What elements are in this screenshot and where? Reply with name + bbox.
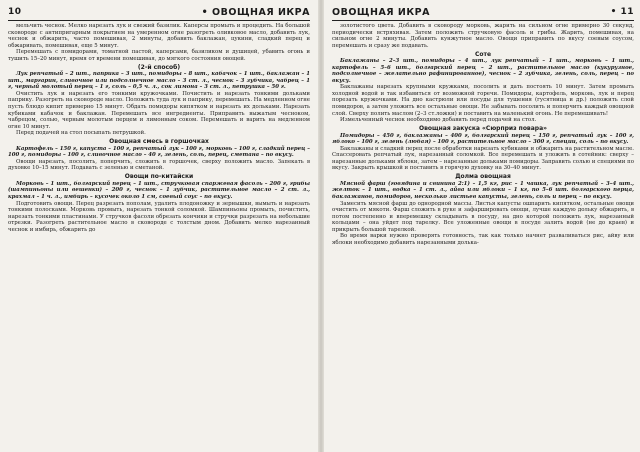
- paragraph: Баклажаны нарезать крупными кружками, посолить и дать постоять 10 минут. Затем промыть холодной водой и так избавиться от возможной горечи. Помидоры, картофель, морковь, лук и перец порезать кружочками. На дно кастрюли или посуды для тушения (гусятница и др.) положить слой помидоров, а затем уложить все остальные овощи. Не забывать посолить и поперчить каждый овощной слой. Сверху полить маслом (2–3 ст.ложки) и поставить на маленький огонь. Не перемешивать!: [332, 84, 634, 117]
- running-title: ОВОЩНАЯ ИКРА: [332, 6, 430, 18]
- left-page-text: [6, 23, 312, 233]
- paragraph: Перемешать с помидорами, томатной пастой, каперсами, базиликом и душицей, убавить огонь и тушить 15–20 минут, время от времени помешивая, до мягкого состояния овощей.: [8, 49, 310, 62]
- left-page: [6, 0, 312, 452]
- page-number: 10: [8, 7, 22, 17]
- book-spine: [318, 0, 324, 452]
- ingredients-list: Баклажаны – 2–3 шт., помидоры – 4 шт., лук репчатый – 1 шт., морковь – 1 шт., картофель – 5–6 шт., болгарский перец – 2 шт., растительное масло (кукурузное, подсолнечное – желательно рафинированное), чеснок – 2 зубчика, зелень, соль, перец – по вкусу.: [332, 58, 634, 84]
- recipe-heading: Овощная закуска «Сюрприз повара»: [418, 125, 548, 133]
- paragraph: Овощи нарезать, посолить, поперчить, сложить в горшочек, сверху положить масло. Запекать в духовке 10–15 минут. Подавать с зеленью и сметаной.: [8, 158, 310, 172]
- ingredients-list: Мясной фарш (говядина и свинина 2:1) – 1,5 кг, рис – 1 чашка, лук репчатый – 3–4 шт., желток – 1 шт., водка – 1 ст. л., айва или яблоки – 1 кг, по 5–6 шт. болгарского перца, баклажанов, помидоров, несколько листьев капусты, зелень, соль и перец – по вкусу.: [332, 180, 634, 201]
- paragraph: Замесить мясной фарш до однородной массы. Листья капусты ошпарить кипятком, остальные овощи очистить от мякоти. Фарш сложить в руке и зафаршировать овощи, лучше каждую дольку обжарить, в потом постепенно и вперемешку складывать в посуду, на дно которой положить лук, нарезанный кольцами – она уйдет под тарелку. Все уложенные овощи в посуде залить водой (не до краев) и прикрыть большой тарелкой.: [332, 200, 634, 233]
- paragraph: золотистого цвета. Добавить в сковороду морковь, жарить на сильном огне примерно 30 секунд, периодически встряхивая. Затем положить стручковую фасоль и грибы. Жарить, помешивая, на сильном огне 2 минуты. Добавить кунжутное масло. Овощи приправить по вкусу соевым соусом, перемешать и сразу же подавать.: [332, 23, 634, 49]
- left-running-head: [8, 4, 310, 21]
- paragraph: Перед подачей на стол посыпать петрушкой.: [16, 130, 146, 137]
- right-running-head: [332, 4, 634, 21]
- page-number: • 11: [610, 7, 634, 17]
- right-page-text: [330, 23, 636, 246]
- paragraph: мельчить чеснок. Мелко нарезать лук и свежий базилик. Каперсы промыть и процедить. На большой сковороде с антипригарным покрытием на умеренном огне разогреть оливковое масло, добавить лук, чеснок и обжарить, часто помешивая, 2 минуты, добавить баклажан, цукини, сладкий перец и обжаривать, помешивая, еще 5 минут.: [8, 23, 310, 49]
- ingredients-list: Помидоры – 450 г, баклажаны – 400 г, болгарский перец – 150 г, репчатый лук – 100 г, яблоко – 100 г, зелень (любая) – 100 г, растительное масло – 300 г, специи, соль – по вкусу.: [332, 132, 634, 146]
- running-title: • ОВОЩНАЯ ИКРА: [201, 6, 310, 18]
- recipe-heading: Соте: [474, 50, 492, 58]
- ingredients-list: Морковь – 1 шт., болгарский перец – 1 шт., стручковая спаржевая фасоль – 200 г, грибы (шампиньоны или вешенки) – 200 г, чеснок – 1 зубчик, растительное масло – 2 ст. л., крахмал – 1 ч. л., имбирь – кусочек около 1 см, соевый соус – по вкусу.: [8, 180, 310, 201]
- ingredients-list: Лук репчатый – 2 шт., паприка – 3 шт., помидоры – 8 шт., кабачок – 1 шт., баклажан – 1 шт., маргарин, сливочное или подсолнечное масло – 3 ст. л., чеснок – 3 зубчика, чабрец – 1 г, черный молотый перец – 1 г, соль – 0,5 ч. л., сок лимона – 3 ст. л., петрушка – 50 г.: [8, 71, 310, 91]
- paragraph: Измельченный чеснок необходимо добавить перед подачей на стол.: [340, 117, 537, 124]
- paragraph: Подготовить овощи. Перец разрезать пополам, удалить плодоножку и зернышки, вымыть и нарезать тонкими полосками. Морковь промыть, нарезать тонкой соломкой. Шампиньоны промыть, почистить, нарезать тонкими пластинами. У стручков фасоли обрезать кончики и стручки разрезать на небольшие отрезки. Разогреть растительное масло в сковороде с толстым дном. Добавить мелко нарезанный чеснок и имбирь, обжарить до: [8, 200, 310, 233]
- paragraph: Во время варки нужно проверять готовность, так как только начнет разваливаться рис, айву или яблоки необходимо добавить нарезанными долька-: [332, 233, 634, 246]
- recipe-heading: Овощи по-китайски: [124, 173, 194, 181]
- recipe-heading: (2-й способ): [137, 63, 181, 71]
- paragraph: Баклажаны и сладкий перец после обработки нарезать кубиками и обжарить на растительном масле. Спассеровать репчатый лук, нарезанный соломкой. Все перемешать и уложить в сотейник: сверху – нарезанные дольками яблоки, затем – нарезанные дольками помидоры. Заправить солью и специями по вкусу. Закрыть крышкой и поставить в горячую духовку на 30–40 минут.: [332, 145, 634, 172]
- ingredients-list: Картофель – 150 г, капуста – 100 г, репчатый лук – 100 г, морковь – 100 г, сладкий перец – 100 г, помидоры – 100 г, сливочное масло – 40 г, зелень, соль, перец, сметана – по вкусу.: [8, 145, 310, 159]
- recipe-heading: Овощная смесь в горшочках: [109, 138, 209, 146]
- paragraph: Очистить лук и нарезать его тонкими кружочками. Почистить и нарезать тонкими дольками паприку. Разогреть на сковороде масло. Положить туда лук и паприку, перемешать. На медленном огне пусть блюдо кипит примерно 15 минут. Обдать помидоры кипятком и нарезать их дольками. Нарезать кубиками кабачок и баклажан. Перемешать все ингредиенты. Приправить выжатым чесноком, чабрецом, солью, черным молотым перцем и лимонным соком. Перемешать и варить на медленном огне 10 минут.: [8, 90, 310, 130]
- recipe-heading: Долма овощная: [455, 173, 511, 181]
- right-page: [330, 0, 636, 452]
